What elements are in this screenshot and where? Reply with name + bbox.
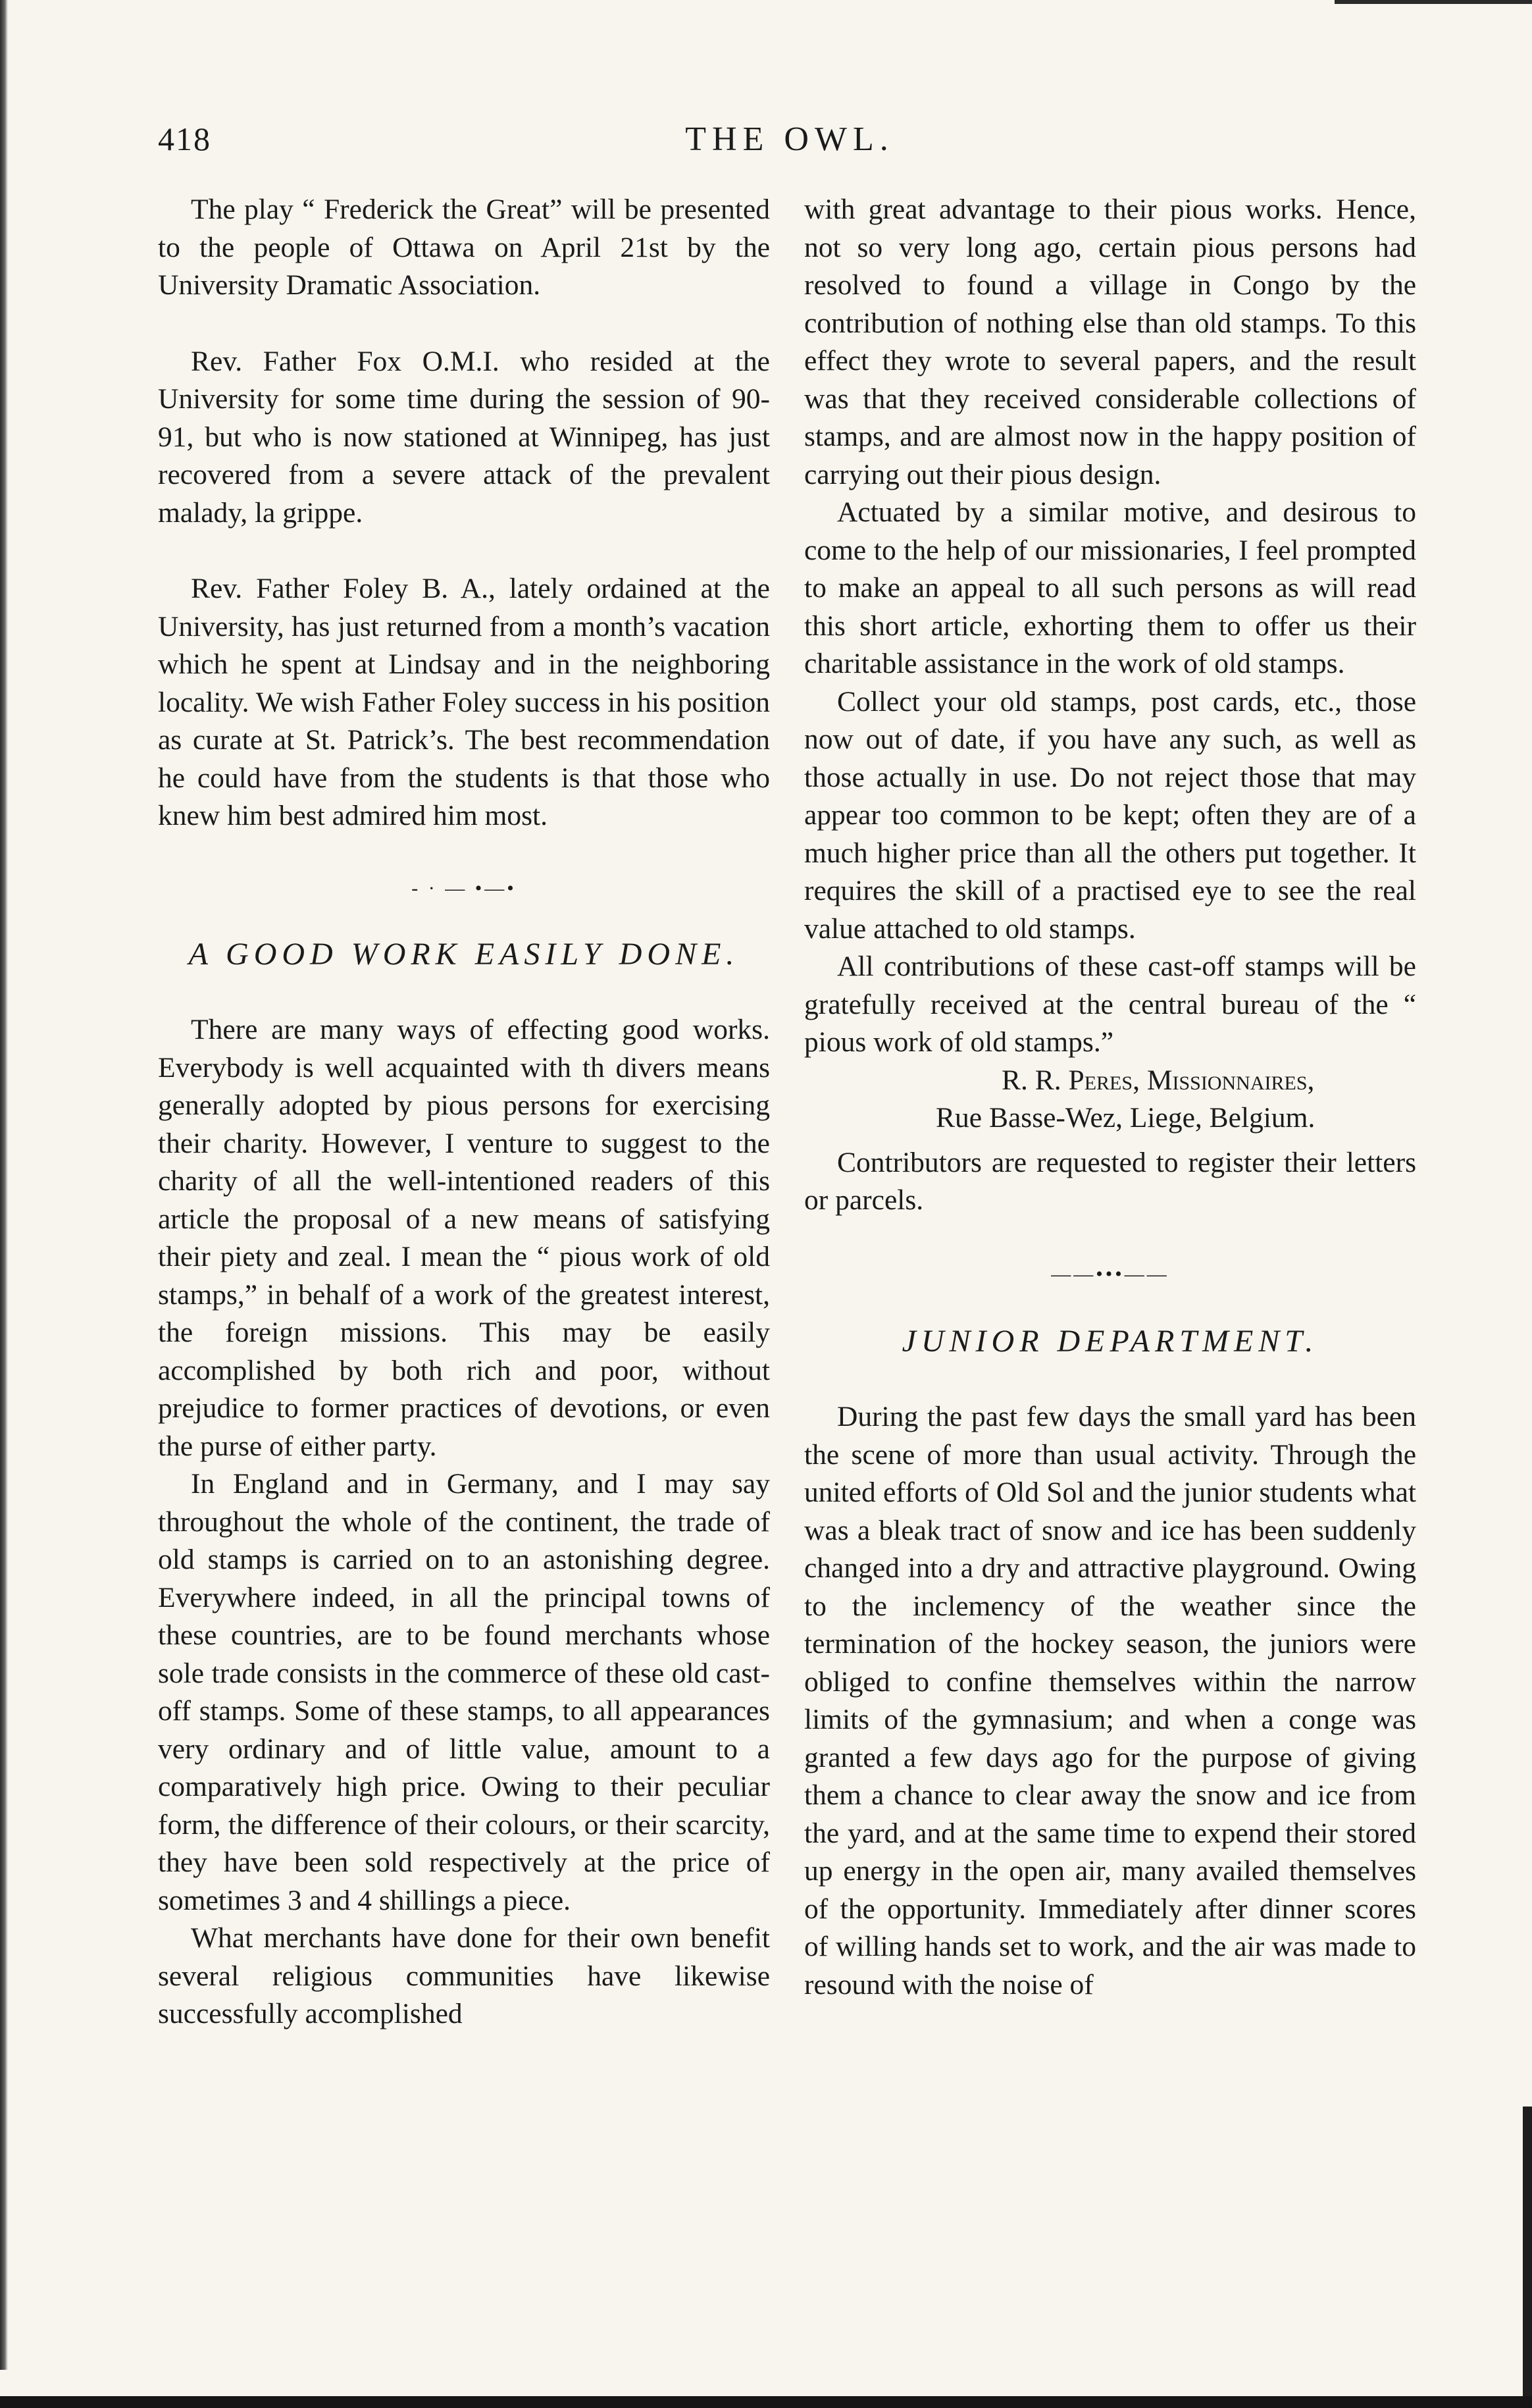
page-header (158, 120, 1421, 172)
contributors-note: Contributors are requested to register their letters or parcels. (804, 1146, 1416, 1216)
scan-edge-right (1523, 2107, 1532, 2396)
article-paragraph: Collect your old stamps, post cards, etc., those now out of date, if you have any such, as well as those actually in use. Do not reject those that may appear too common to be kept; often they are of a much higher price than all the others put together. It requires the skill of a practised eye to see the real value attached to old stamps. (804, 685, 1416, 945)
junior-paragraph: During the past few days the small yard has been the scene of more than usual activity. Through the united efforts of Old Sol and the junior students what was a bleak tract of snow and ice has been suddenly changed into a dry and attractive playground. Owing to the inclemency of the weather since the termination of the hockey season, the juniors were obliged to confine themselves within the narrow limits of the gymnasium; and when a conge was granted a few days ago for the purpose of giving them a chance to clear away the snow and ice from the yard, and at the same time to expend their stored up energy in the open air, many availed themselves of the opportunity. Immediately after dinner scores of willing hands set to work, and the air was made to resound with the noise of (804, 1401, 1416, 2001)
section-divider: ——•••—— (1051, 1263, 1169, 1285)
running-title: THE OWL. (685, 120, 894, 158)
right-column (804, 191, 1416, 2004)
article-paragraph: There are many ways of effecting good works. Everybody is well acquainted with th divers means generally adopted by pious persons for exercising their charity. However, I venture to suggest to the charity of all the well-intentioned readers of this article the proposal of a new means of satisfying their piety and zeal. I mean the “ pious work of old stamps,” in behalf of a work of the greatest interest, the foreign missions. This may be easily accomplished by both rich and poor, without prejudice to former practices of devotions, or even the purse of either party. (158, 1014, 770, 1462)
article-paragraph: What merchants have done for their own benefit several religious communities have likewise successfully accomplished (158, 1922, 770, 2029)
junior-department-title: JUNIOR DEPARTMENT. (902, 1324, 1319, 1359)
scan-edge-left (0, 0, 8, 2370)
article-continuation: with great advantage to their pious works. Hence, not so very long ago, certain pious persons had resolved to found a village in Congo by the contribution of nothing else than old stamps. To this effect they wrote to several papers, and the result was that they received considerable collections of stamps, and are almost now in the happy position of carrying out their pious design. (804, 194, 1416, 490)
page-number: 418 (158, 120, 211, 157)
article-paragraph: In England and in Germany, and I may say throughout the whole of the continent, the trade of old stamps is carried on to an astonishing degree. Everywhere indeed, in all the principal towns of these countries, are to be found merchants whose sole trade consists in the commerce of these old cast-off stamps. Some of these stamps, to all appearances very ordinary and of little value, amount to a comparatively high price. Owing to their peculiar form, the difference of their colours, or their scarcity, they have been sold respectively at the price of sometimes 3 and 4 shillings a piece. (158, 1468, 770, 1916)
scan-edge-top (1335, 0, 1532, 4)
scan-edge-bottom (0, 2396, 1532, 2408)
section-divider: - · — •—• (411, 877, 517, 899)
article-title: A GOOD WORK EASILY DONE. (188, 937, 740, 972)
article-paragraph: Actuated by a similar motive, and desirous to come to the help of our missionaries, I feel prompted to make an appeal to all such persons as will read this short article, exhorting them to offer us their charitable assistance in the work of old stamps. (804, 496, 1416, 679)
note-father-fox: Rev. Father Fox O.M.I. who resided at the University for some time during the session of 90-91, but who is now stationed at Winnipeg, has just recovered from a severe attack of the prevalent malady, la grippe. (158, 345, 770, 529)
left-column (158, 191, 770, 2033)
note-father-foley: Rev. Father Foley B. A., lately ordained at the University, has just returned from a month’s vacation which he spent at Lindsay and in the neighboring locality. We wish Father Foley success in his position as curate at St. Patrick’s. The best recommendation he could have from the students is that those who knew him best admired him most. (158, 573, 770, 831)
signature-name: R. R. Peres, Missionnaires, (1002, 1064, 1315, 1096)
article-paragraph: All contributions of these cast-off stamps will be gratefully received at the central bureau of the “ pious work of old stamps.” (804, 951, 1416, 1058)
signature-address: Rue Basse-Wez, Liege, Belgium. (936, 1102, 1315, 1134)
note-play: The play “ Frederick the Great” will be presented to the people of Ottawa on April 21st by the University Dramatic Association. (158, 194, 770, 301)
